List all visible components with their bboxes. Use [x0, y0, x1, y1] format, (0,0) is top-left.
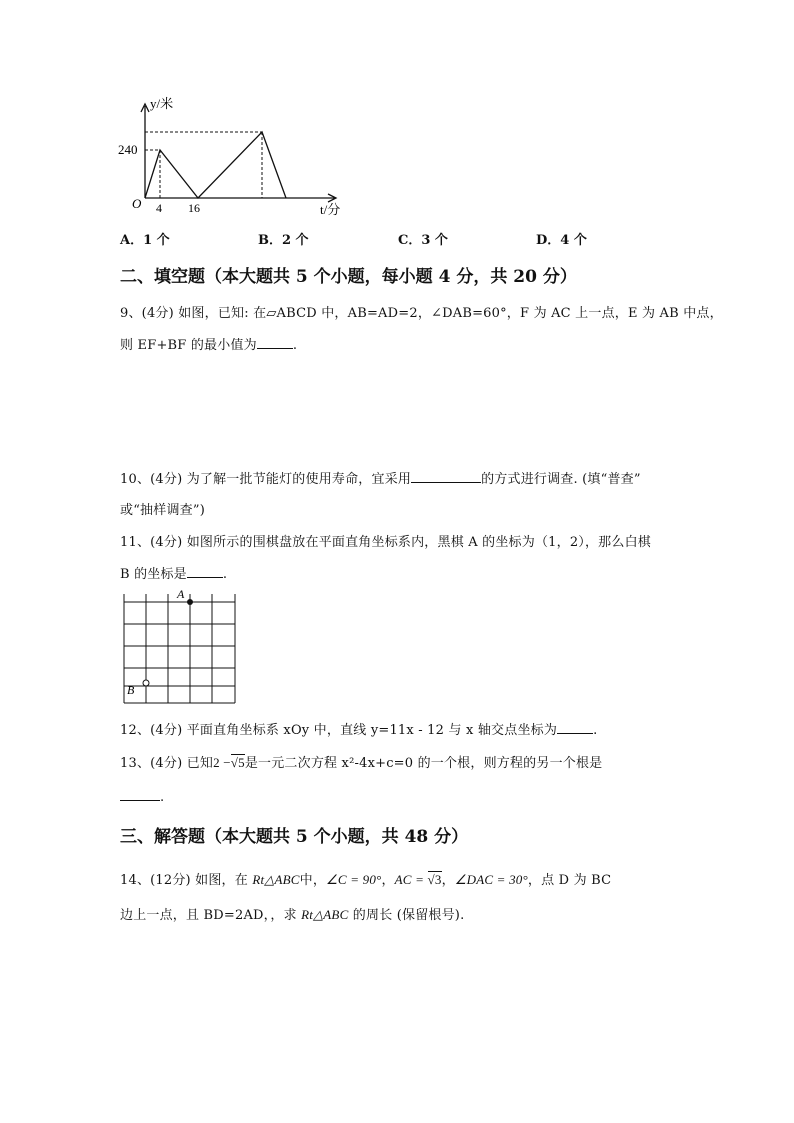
question-11-line-1: 11、(4分) 如图所示的围棋盘放在平面直角坐标系内，黑棋 A 的坐标为（1，2），那么白棋	[120, 535, 651, 550]
answer-blank-9[interactable]	[257, 336, 293, 349]
question-13-line-1: 13、(4分) 已知2 −√5是一元二次方程 x²-4x+c=0 的一个根，则方程的另一个根是	[120, 755, 603, 771]
question-14-line-1: 14、(12分) 如图，在 Rt△ABC中，∠C = 90°，AC = √3，∠DAC = 30°，点 D 为 BC	[120, 872, 612, 888]
answer-blank-10[interactable]	[411, 470, 481, 483]
option-a: A．1 个	[120, 233, 170, 248]
root-expression: 2 −√5	[213, 755, 245, 770]
question-13-line-2: .	[120, 788, 164, 805]
answer-blank-13[interactable]	[120, 788, 160, 801]
question-14-line-2: 边上一点，且 BD=2AD，，求 Rt△ABC 的周长 (保留根号).	[120, 907, 465, 923]
ac-length: AC = √3	[394, 872, 442, 887]
angle-dac: ∠DAC = 30°	[454, 872, 528, 887]
section-2-heading: 二、填空题（本大题共 5 个小题，每小题 4 分，共 20 分）	[120, 267, 577, 287]
distance-time-graph	[110, 92, 350, 220]
rt-triangle-abc-2: Rt△ABC	[301, 907, 349, 922]
question-9-text: 则 EF+BF 的最小值为	[120, 338, 257, 353]
rt-triangle-abc: Rt△ABC	[252, 872, 300, 887]
x-tick-16: 16	[188, 201, 200, 215]
question-11-line-2: B 的坐标是 .	[120, 567, 228, 582]
label-a: A	[177, 587, 185, 601]
angle-c: ∠C = 90°	[326, 872, 382, 887]
black-stone-a	[187, 599, 193, 605]
y-axis-label: y/米	[150, 96, 174, 111]
label-b: B	[127, 683, 135, 697]
x-axis-label: t/分	[320, 202, 341, 217]
option-b: B．2 个	[258, 233, 309, 248]
go-board-grid	[114, 586, 244, 708]
graph-line	[145, 132, 286, 198]
answer-blank-11[interactable]	[187, 565, 223, 578]
question-10-line-2: 或“抽样调查”)	[120, 503, 205, 518]
section-3-heading: 三、解答题（本大题共 5 个小题，共 48 分）	[120, 827, 469, 847]
answer-blank-12[interactable]	[557, 721, 593, 734]
x-tick-4: 4	[156, 201, 162, 215]
origin-label: O	[132, 196, 142, 211]
option-c: C．3 个	[398, 233, 448, 248]
question-9-line-2: 则 EF+BF 的最小值为 .	[120, 338, 298, 353]
y-tick-240: 240	[118, 142, 138, 157]
question-10-line-1: 10、(4分) 为了解一批节能灯的使用寿命，宜采用 的方式进行调查. (填“普查”	[120, 472, 641, 487]
white-stone-b	[143, 680, 149, 686]
question-12: 12、(4分) 平面直角坐标系 xOy 中，直线 y=11x - 12 与 x 轴交点坐标为 .	[120, 723, 598, 738]
question-9-line-1: 9、(4分) 如图，已知: 在▱ABCD 中，AB=AD=2，∠DAB=60°，F 为 AC 上一点，E 为 AB 中点，	[120, 306, 723, 321]
option-d: D．4 个	[536, 233, 587, 248]
